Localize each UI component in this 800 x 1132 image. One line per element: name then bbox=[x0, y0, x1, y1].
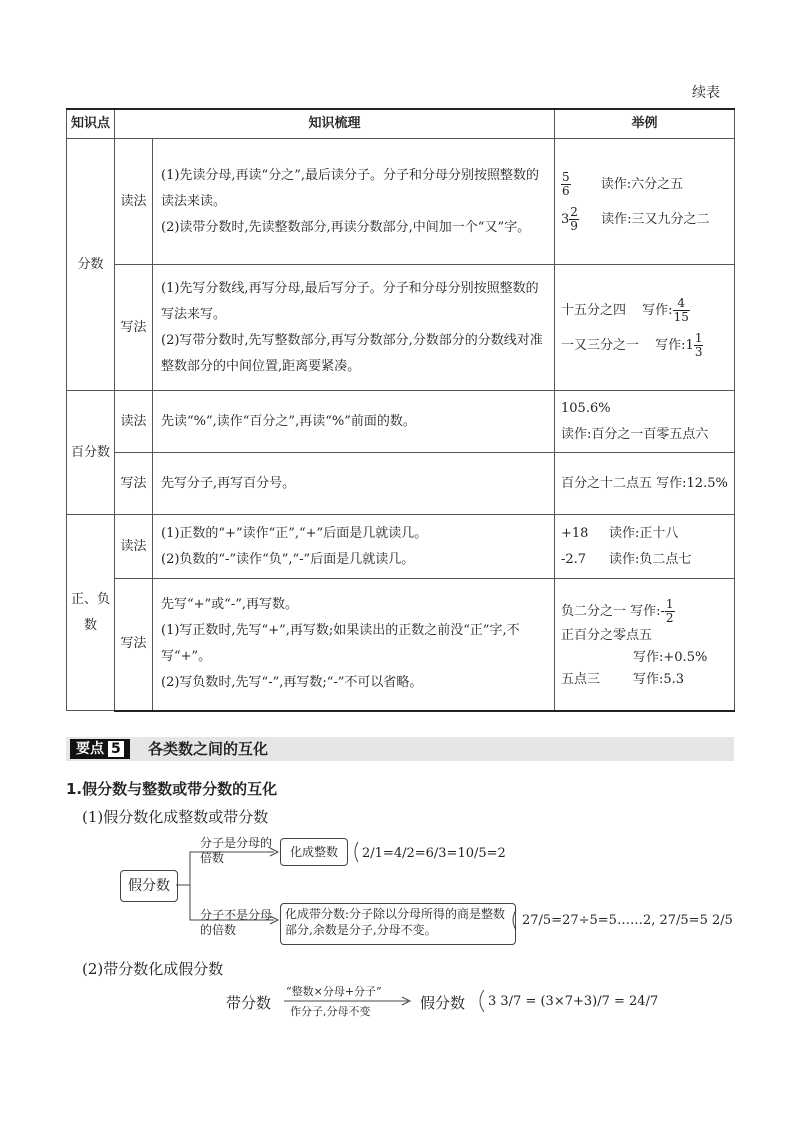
signed-write-desc-1: 先写“+”或“-”,再写数。 bbox=[161, 597, 299, 613]
fraction-1-2: $\frac{1}{2}$ bbox=[665, 596, 674, 625]
fraction-write-ex2: 一又三分之一 bbox=[561, 337, 640, 353]
signed-write-ex4a: 五点三 bbox=[561, 671, 601, 687]
fraction-read-ex1: 读作:六分之五 bbox=[600, 176, 684, 192]
signed-write-ex2: 正百分之零点五 bbox=[561, 627, 653, 643]
branch2-example: 27/5=27÷5=5……2, 27/5=5 2/5 bbox=[522, 913, 733, 928]
fraction-read-ex2: 读作:三又九分之二 bbox=[601, 211, 710, 227]
section-number: 5 bbox=[108, 741, 124, 757]
signed-read-ex1b: 读作:正十八 bbox=[609, 525, 679, 541]
fraction-write-ex2b: 写作:1 bbox=[655, 337, 694, 353]
fraction-write-desc-1: (1)先写分数线,再写分母,最后写分子。分子和分母分别按照整数的写法来写。 bbox=[161, 280, 539, 322]
header-example: 举例 bbox=[555, 109, 735, 139]
signed-write-ex4b: 写作:5.3 bbox=[633, 671, 685, 687]
branch2-result: 化成带分数:分子除以分母所得的商是整数部分,余数是分子,分母不变。 bbox=[280, 903, 516, 945]
mixed-number-label: 带分数 bbox=[226, 994, 272, 1012]
conversion-example: 3 3/7 = (3×7+3)/7 = 24/7 bbox=[488, 994, 659, 1009]
arrow-bottom-text: 作分子,分母不变 bbox=[290, 1005, 371, 1018]
topic-fraction: 分数 bbox=[67, 139, 115, 391]
signed-read-ex2b: 读作:负二点七 bbox=[609, 551, 692, 567]
subheading-1: (1)假分数化成整数或带分数 bbox=[82, 808, 269, 826]
percent-read-ex1: 105.6% bbox=[561, 400, 611, 416]
topic-percent: 百分数 bbox=[67, 391, 115, 515]
signed-write-ex3: 写作:+0.5% bbox=[633, 649, 708, 665]
fraction-write-desc-2: (2)写带分数时,先写整数部分,再写分数部分,分数部分的分数线对准整数部分的中间位置,距离要紧凑。 bbox=[161, 332, 543, 374]
signed-write-label: 写法 bbox=[115, 579, 153, 711]
fraction-write-label: 写法 bbox=[115, 265, 153, 391]
signed-read-label: 读法 bbox=[115, 515, 153, 579]
section-tag-label: 要点 bbox=[76, 741, 104, 757]
percent-read-desc: 先读“%”,读作“百分之”,再读“%”前面的数。 bbox=[153, 391, 555, 453]
percent-write-desc: 先写分子,再写百分号。 bbox=[153, 453, 555, 515]
percent-write-example: 百分之十二点五 写作:12.5% bbox=[555, 453, 735, 515]
branch1-example: 2/1=4/2=6/3=10/5=2 bbox=[362, 846, 506, 861]
fraction-4-15: $\frac{4}{15}$ bbox=[673, 295, 689, 324]
signed-read-desc-2: (2)负数的“-”读作“负”,“-”后面是几就读几。 bbox=[161, 551, 415, 567]
fraction-read-label: 读法 bbox=[115, 139, 153, 265]
signed-write-desc-2: (1)写正数时,先写“+”,再写数;如果读出的正数之前没“正”字,不写“+”。 bbox=[161, 623, 520, 665]
fraction-2-9: $\frac{2}{9}$ bbox=[570, 204, 578, 233]
continued-label: 续表 bbox=[692, 85, 720, 101]
arrow-top-text: “整数×分母+分子” bbox=[286, 985, 382, 998]
percent-read-label: 读法 bbox=[115, 391, 153, 453]
branch1-result: 化成整数 bbox=[280, 838, 348, 866]
improper-fraction-label: 假分数 bbox=[420, 994, 466, 1012]
fraction-read-desc-1: (1)先读分母,再读“分之”,最后读分子。分子和分母分别按照整数的读法来读。 bbox=[161, 167, 539, 209]
topic-signed: 正、负数 bbox=[67, 515, 115, 711]
fraction-5-6: $\frac{5}{6}$ bbox=[562, 169, 570, 198]
heading-1: 1.假分数与整数或带分数的互化 bbox=[66, 780, 278, 798]
signed-read-ex1a: +18 bbox=[561, 525, 589, 541]
fraction-write-ex1b: 写作: bbox=[642, 302, 673, 318]
fraction-read-desc-2: (2)读带分数时,先读整数部分,再读分数部分,中间加一个“又”字。 bbox=[161, 219, 531, 235]
section-title: 各类数之间的互化 bbox=[148, 740, 269, 758]
fraction-write-ex1: 十五分之四 bbox=[561, 302, 627, 318]
percent-read-ex2: 读作:百分之一百零五点六 bbox=[561, 426, 709, 442]
fraction-read-example: $\frac{5}{6}$ 读作:六分之五 3 $\frac{2}{9}$ 读作:三又九分之二 bbox=[555, 139, 735, 265]
branch1-condition: 分子是分母的倍数 bbox=[200, 836, 273, 865]
header-topic: 知识点 bbox=[67, 109, 115, 139]
signed-write-ex1: 负二分之一 写作:- bbox=[561, 603, 665, 619]
branch2-condition: 分子不是分母的倍数 bbox=[200, 908, 273, 937]
root-improper-fraction: 假分数 bbox=[120, 870, 178, 902]
signed-read-ex2a: -2.7 bbox=[561, 551, 587, 567]
percent-write-label: 写法 bbox=[115, 453, 153, 515]
fraction-1-3: $\frac{1}{3}$ bbox=[694, 330, 703, 359]
signed-write-desc-3: (2)写负数时,先写“-”,再写数;“-”不可以省略。 bbox=[161, 675, 423, 691]
subheading-2: (2)带分数化成假分数 bbox=[82, 960, 224, 978]
signed-read-desc-1: (1)正数的“+”读作“正”,“+”后面是几就读几。 bbox=[161, 525, 428, 541]
header-summary: 知识梳理 bbox=[115, 109, 555, 139]
